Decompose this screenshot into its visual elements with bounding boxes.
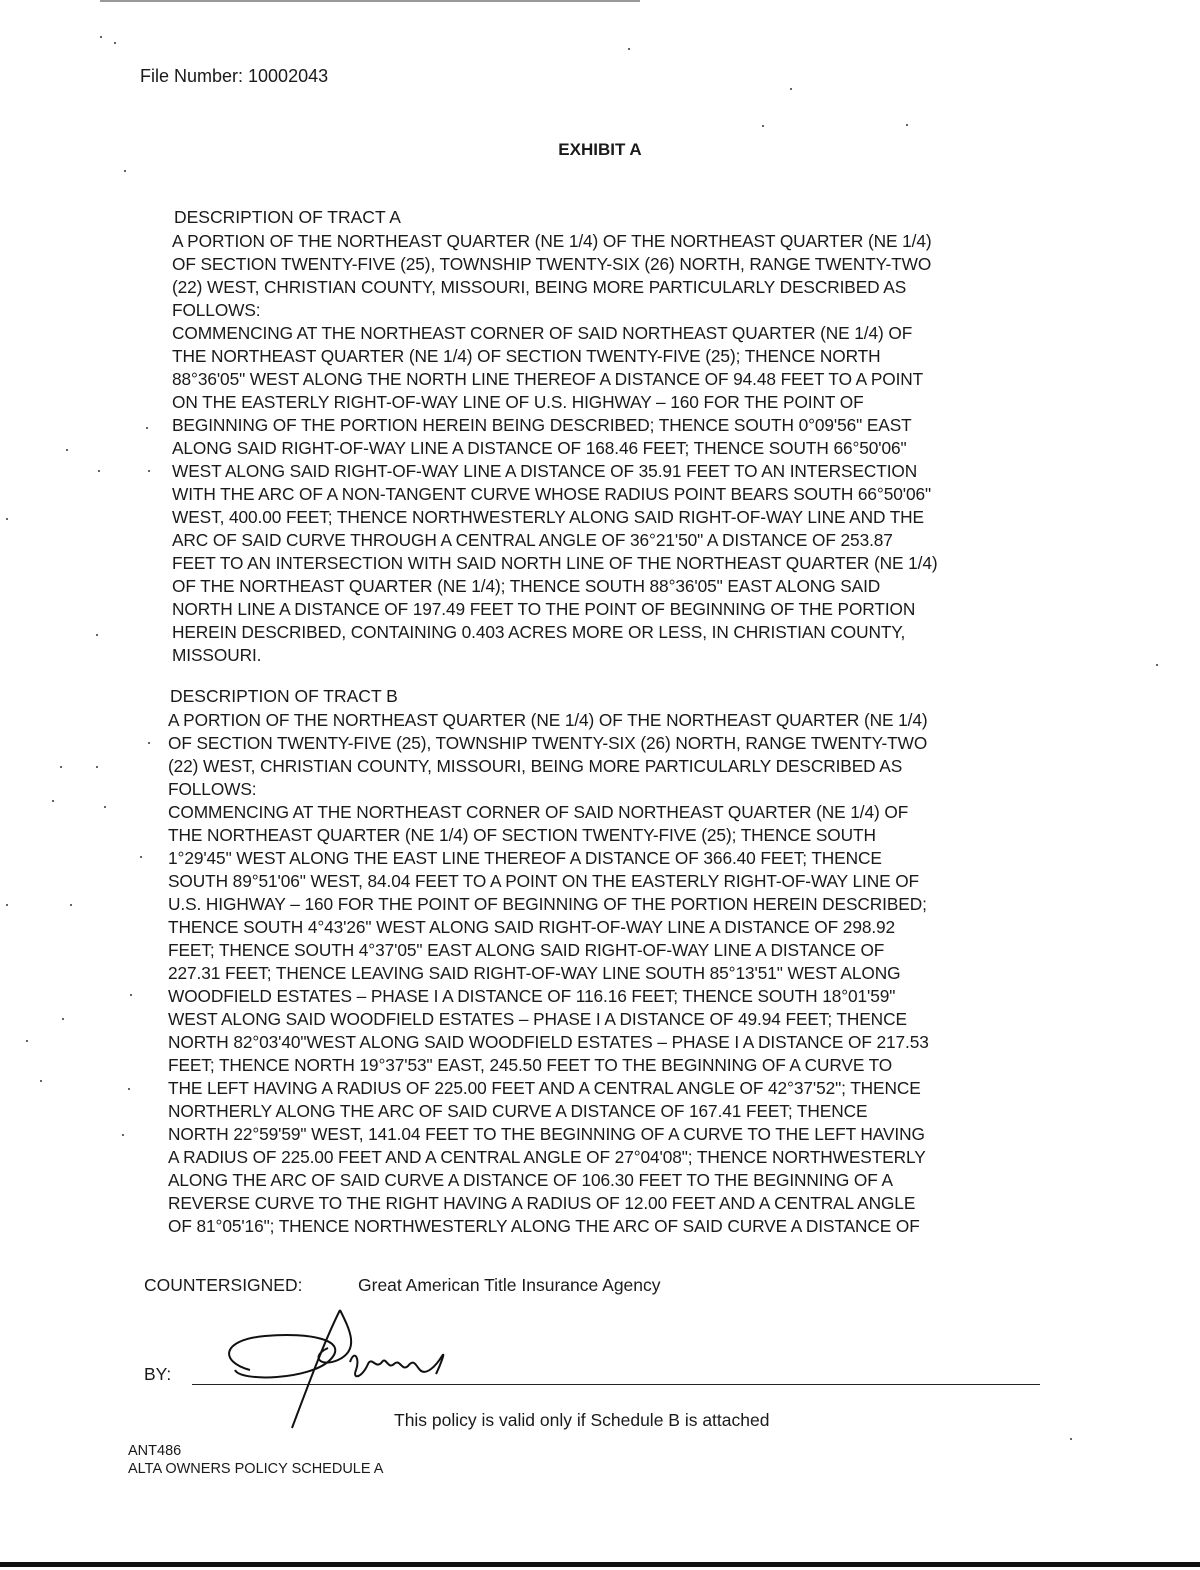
description-line: (22) WEST, CHRISTIAN COUNTY, MISSOURI, BEING MORE PARTICULARLY DESCRIBED AS <box>172 277 907 297</box>
description-line: WOODFIELD ESTATES – PHASE I A DISTANCE OF 116.16 FEET; THENCE SOUTH 18°01'59" <box>168 986 896 1006</box>
scan-speck <box>124 170 126 172</box>
description-line: FEET TO AN INTERSECTION WITH SAID NORTH LINE OF THE NORTHEAST QUARTER (NE 1/4) <box>172 553 938 573</box>
description-line: FOLLOWS: <box>172 300 261 320</box>
description-line: NORTH LINE A DISTANCE OF 197.49 FEET TO THE POINT OF BEGINNING OF THE PORTION <box>172 599 916 619</box>
scan-speck <box>96 634 98 636</box>
description-line: NORTH 82°03'40"WEST ALONG SAID WOODFIELD ESTATES – PHASE I A DISTANCE OF 217.53 <box>168 1032 929 1052</box>
description-line: THENCE SOUTH 4°43'26" WEST ALONG SAID RIGHT-OF-WAY LINE A DISTANCE OF 298.92 <box>168 917 896 937</box>
description-line: NORTHERLY ALONG THE ARC OF SAID CURVE A DISTANCE OF 167.41 FEET; THENCE <box>168 1101 868 1121</box>
description-line: U.S. HIGHWAY – 160 FOR THE POINT OF BEGINNING OF THE PORTION HEREIN DESCRIBED; <box>168 894 927 914</box>
description-line: 88°36'05" WEST ALONG THE NORTH LINE THEREOF A DISTANCE OF 94.48 FEET TO A POINT <box>172 369 924 389</box>
tract-b-description <box>168 709 929 1238</box>
scan-speck <box>130 994 132 996</box>
description-line: THE LEFT HAVING A RADIUS OF 225.00 FEET AND A CENTRAL ANGLE OF 42°37'52"; THENCE <box>168 1078 921 1098</box>
tract-a-description <box>172 230 938 667</box>
scan-speck <box>6 518 8 520</box>
description-line: ARC OF SAID CURVE THROUGH A CENTRAL ANGLE OF 36°21'50" A DISTANCE OF 253.87 <box>172 530 893 550</box>
description-line: WITH THE ARC OF A NON-TANGENT CURVE WHOSE RADIUS POINT BEARS SOUTH 66°50'06" <box>172 484 932 504</box>
description-line: FEET; THENCE SOUTH 4°37'05" EAST ALONG SAID RIGHT-OF-WAY LINE A DISTANCE OF <box>168 940 885 960</box>
description-line: OF 81°05'16"; THENCE NORTHWESTERLY ALONG THE ARC OF SAID CURVE A DISTANCE OF <box>168 1216 920 1236</box>
scan-speck <box>60 766 62 768</box>
description-line: ALONG SAID RIGHT-OF-WAY LINE A DISTANCE OF 168.46 FEET; THENCE SOUTH 66°50'06" <box>172 438 907 458</box>
exhibit-title: EXHIBIT A <box>558 140 642 159</box>
description-line: OF SECTION TWENTY-FIVE (25), TOWNSHIP TWENTY-SIX (26) NORTH, RANGE TWENTY-TWO <box>168 733 928 753</box>
scan-speck <box>762 125 764 127</box>
scan-speck <box>128 1088 130 1090</box>
scan-speck <box>148 742 150 744</box>
scan-top-edge <box>100 0 640 2</box>
scan-speck <box>122 1134 124 1136</box>
description-line: MISSOURI. <box>172 645 262 665</box>
scan-speck <box>96 766 98 768</box>
description-line: SOUTH 89°51'06" WEST, 84.04 FEET TO A POINT ON THE EASTERLY RIGHT-OF-WAY LINE OF <box>168 871 920 891</box>
description-line: FOLLOWS: <box>168 779 257 799</box>
description-line: A RADIUS OF 225.00 FEET AND A CENTRAL ANGLE OF 27°04'08"; THENCE NORTHWESTERLY <box>168 1147 926 1167</box>
description-line: REVERSE CURVE TO THE RIGHT HAVING A RADIUS OF 12.00 FEET AND A CENTRAL ANGLE <box>168 1193 916 1213</box>
scan-speck <box>114 42 116 44</box>
countersigned-label: COUNTERSIGNED: <box>144 1275 303 1295</box>
scan-speck <box>26 1040 28 1042</box>
description-line: (22) WEST, CHRISTIAN COUNTY, MISSOURI, BEING MORE PARTICULARLY DESCRIBED AS <box>168 756 903 776</box>
scan-speck <box>148 470 150 472</box>
file-number: File Number: 10002043 <box>140 66 329 86</box>
scan-speck <box>40 1080 42 1082</box>
description-line: 227.31 FEET; THENCE LEAVING SAID RIGHT-OF-WAY LINE SOUTH 85°13'51" WEST ALONG <box>168 963 901 983</box>
scan-speck <box>790 88 792 90</box>
scan-bottom-edge <box>0 1562 1200 1567</box>
scan-speck <box>6 904 8 906</box>
description-line: WEST, 400.00 FEET; THENCE NORTHWESTERLY ALONG SAID RIGHT-OF-WAY LINE AND THE <box>172 507 924 527</box>
by-label: BY: <box>144 1364 172 1384</box>
scan-speck <box>628 48 630 50</box>
description-line: A PORTION OF THE NORTHEAST QUARTER (NE 1/4) OF THE NORTHEAST QUARTER (NE 1/4) <box>168 710 928 730</box>
form-name: ALTA OWNERS POLICY SCHEDULE A <box>128 1461 384 1477</box>
validity-note: This policy is valid only if Schedule B is attached <box>394 1410 770 1430</box>
description-line: FEET; THENCE NORTH 19°37'53" EAST, 245.50 FEET TO THE BEGINNING OF A CURVE TO <box>168 1055 893 1075</box>
description-line: NORTH 22°59'59" WEST, 141.04 FEET TO THE BEGINNING OF A CURVE TO THE LEFT HAVING <box>168 1124 925 1144</box>
description-line: OF SECTION TWENTY-FIVE (25), TOWNSHIP TWENTY-SIX (26) NORTH, RANGE TWENTY-TWO <box>172 254 932 274</box>
description-line: THE NORTHEAST QUARTER (NE 1/4) OF SECTION TWENTY-FIVE (25); THENCE SOUTH <box>168 825 876 845</box>
description-line: HEREIN DESCRIBED, CONTAINING 0.403 ACRES MORE OR LESS, IN CHRISTIAN COUNTY, <box>172 622 906 642</box>
scan-speck <box>1156 664 1158 666</box>
scan-speck <box>140 856 142 858</box>
description-line: 1°29'45" WEST ALONG THE EAST LINE THEREOF A DISTANCE OF 366.40 FEET; THENCE <box>168 848 882 868</box>
description-line: COMMENCING AT THE NORTHEAST CORNER OF SAID NORTHEAST QUARTER (NE 1/4) OF <box>168 802 909 822</box>
scan-speck <box>62 1018 64 1020</box>
scan-speck <box>70 904 72 906</box>
scan-speck <box>104 806 106 808</box>
scan-speck <box>1070 1438 1072 1440</box>
description-line: WEST ALONG SAID RIGHT-OF-WAY LINE A DISTANCE OF 35.91 FEET TO AN INTERSECTION <box>172 461 918 481</box>
scan-speck <box>100 36 102 38</box>
description-line: OF THE NORTHEAST QUARTER (NE 1/4); THENCE SOUTH 88°36'05" EAST ALONG SAID <box>172 576 881 596</box>
description-line: WEST ALONG SAID WOODFIELD ESTATES – PHASE I A DISTANCE OF 49.94 FEET; THENCE <box>168 1009 907 1029</box>
description-line: ON THE EASTERLY RIGHT-OF-WAY LINE OF U.S. HIGHWAY – 160 FOR THE POINT OF <box>172 392 864 412</box>
scan-speck <box>52 800 54 802</box>
scan-speck <box>66 449 68 451</box>
form-code: ANT486 <box>128 1443 182 1459</box>
scan-speck <box>906 124 908 126</box>
description-line: BEGINNING OF THE PORTION HEREIN BEING DESCRIBED; THENCE SOUTH 0°09'56" EAST <box>172 415 912 435</box>
agency-name: Great American Title Insurance Agency <box>358 1275 661 1295</box>
description-line: A PORTION OF THE NORTHEAST QUARTER (NE 1/4) OF THE NORTHEAST QUARTER (NE 1/4) <box>172 231 932 251</box>
description-line: THE NORTHEAST QUARTER (NE 1/4) OF SECTION TWENTY-FIVE (25); THENCE NORTH <box>172 346 881 366</box>
tract-a-heading: DESCRIPTION OF TRACT A <box>174 207 401 227</box>
tract-b-heading: DESCRIPTION OF TRACT B <box>170 686 398 706</box>
scan-speck <box>146 427 148 429</box>
description-line: COMMENCING AT THE NORTHEAST CORNER OF SAID NORTHEAST QUARTER (NE 1/4) OF <box>172 323 913 343</box>
description-line: ALONG THE ARC OF SAID CURVE A DISTANCE OF 106.30 FEET TO THE BEGINNING OF A <box>168 1170 893 1190</box>
scan-speck <box>98 470 100 472</box>
